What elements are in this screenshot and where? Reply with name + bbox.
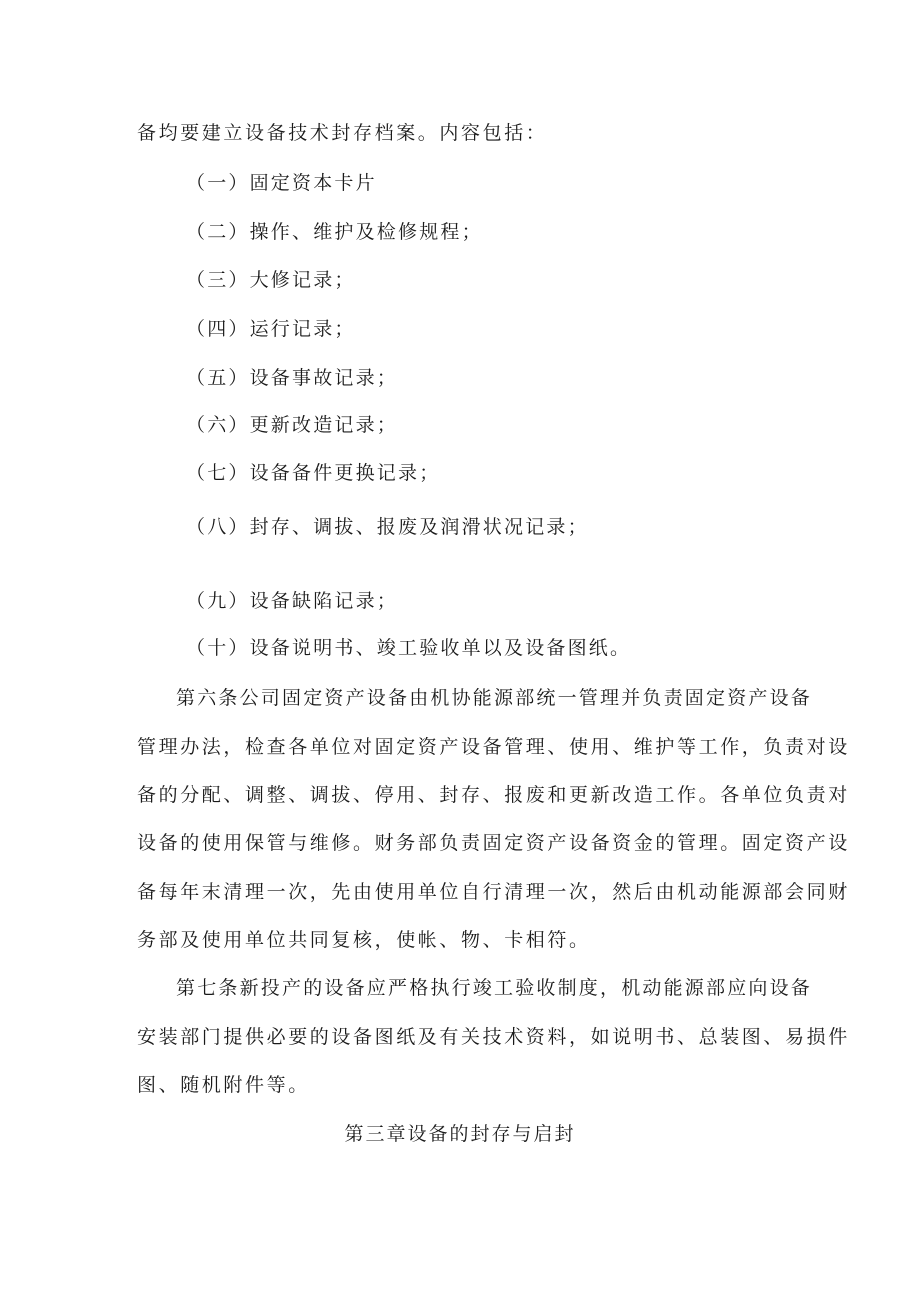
paragraph-line: 第六条公司固定资产设备由机协能源部统一管理并负责固定资产设备 bbox=[176, 687, 813, 709]
list-item: （四）运行记录； bbox=[186, 318, 356, 340]
paragraph-line: 备每年末清理一次，先由使用单位自行清理一次，然后由机动能源部会同财 bbox=[137, 881, 850, 903]
list-item: （三）大修记录； bbox=[186, 269, 356, 291]
list-item: （七）设备备件更换记录； bbox=[186, 462, 441, 484]
list-item: （六）更新改造记录； bbox=[186, 414, 399, 436]
paragraph-line: 备的分配、调整、调拔、停用、封存、报废和更新改造工作。各单位负责对 bbox=[137, 784, 850, 806]
intro-line: 备均要建立设备技术封存档案。内容包括： bbox=[137, 122, 548, 144]
list-item: （一）固定资本卡片 bbox=[186, 172, 377, 194]
paragraph-line: 第七条新投产的设备应严格执行竣工验收制度，机动能源部应向设备 bbox=[176, 977, 813, 999]
list-item: （十）设备说明书、竣工验收单以及设备图纸。 bbox=[186, 637, 632, 659]
list-item: （八）封存、调拔、报废及润滑状况记录； bbox=[186, 516, 589, 538]
paragraph-line: 图、随机附件等。 bbox=[137, 1074, 310, 1096]
list-item: （二）操作、维护及检修规程； bbox=[186, 221, 483, 243]
list-item: （九）设备缺陷记录； bbox=[186, 590, 399, 612]
paragraph-line: 务部及使用单位共同复核，使帐、物、卡相符。 bbox=[137, 929, 591, 951]
chapter-heading: 第三章设备的封存与启封 bbox=[344, 1123, 576, 1145]
paragraph-line: 管理办法，检查各单位对固定资产设备管理、使用、维护等工作，负责对设 bbox=[137, 736, 850, 758]
paragraph-line: 安装部门提供必要的设备图纸及有关技术资料，如说明书、总装图、易损件 bbox=[137, 1026, 850, 1048]
list-item: （五）设备事故记录； bbox=[186, 367, 399, 389]
paragraph-line: 设备的使用保管与维修。财务部负责固定资产设备资金的管理。固定资产设 bbox=[137, 832, 850, 854]
